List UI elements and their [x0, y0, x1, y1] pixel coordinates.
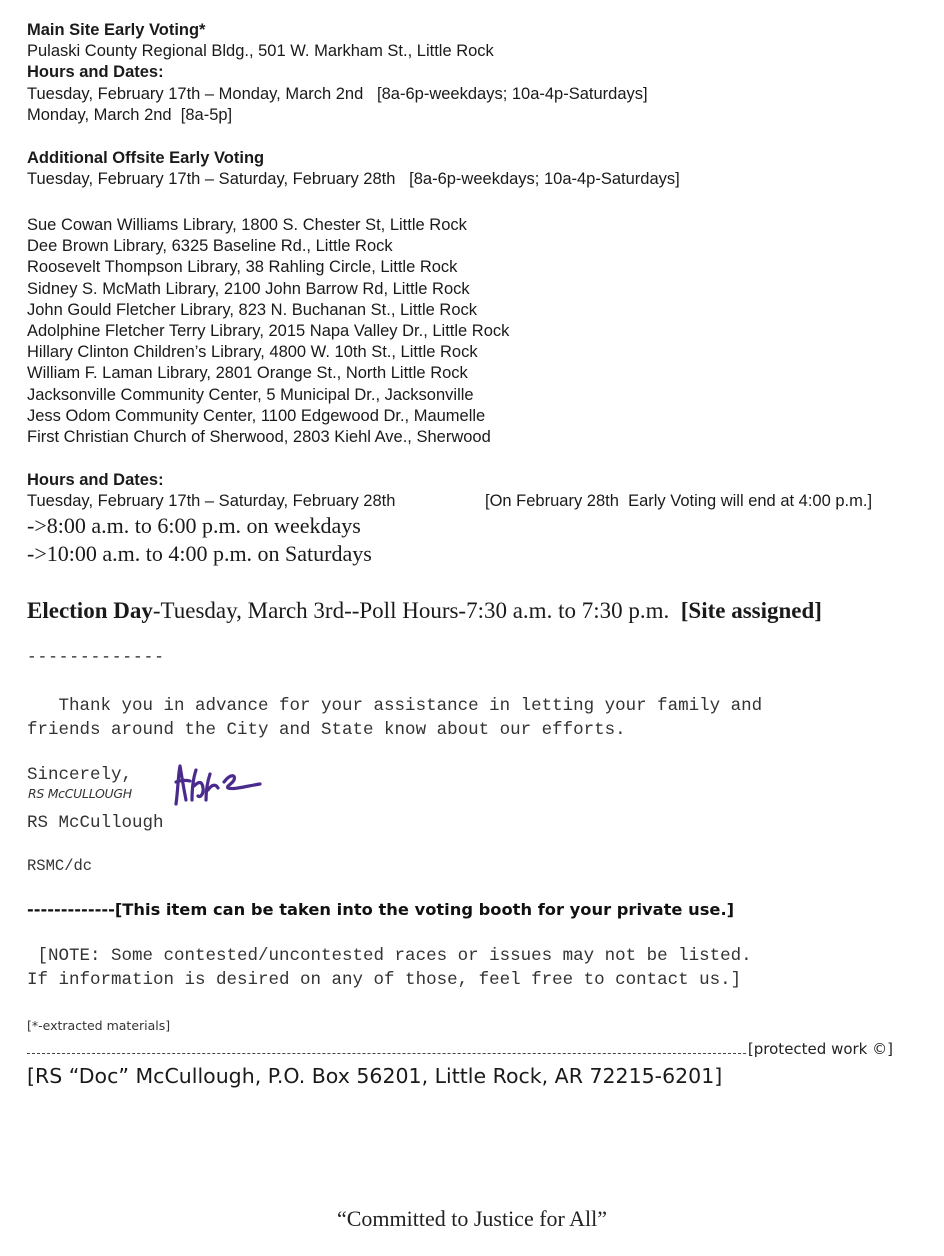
note-line2: If information is desired on any of those, feel free to contact us.]: [27, 970, 742, 990]
protected-work-label: [protected work ©]: [747, 1040, 893, 1058]
main-site-hours-heading: Hours and Dates:: [27, 63, 164, 82]
dashed-rule: [27, 1053, 746, 1054]
thanks-line1: Thank you in advance for your assistance in letting your family and: [27, 696, 763, 716]
offsite-hours-heading: Hours and Dates:: [27, 471, 164, 489]
list-item: Adolphine Fletcher Terry Library, 2015 Napa Valley Dr., Little Rock: [27, 322, 510, 341]
voting-booth-notice: -------------[This item can be taken into the voting booth for your private use.]: [27, 900, 735, 919]
election-day-site: [Site assigned]: [680, 598, 822, 623]
motto: “Committed to Justice for All”: [336, 1206, 608, 1231]
offsite-location-list: [27, 215, 509, 448]
list-item: Hillary Clinton Children’s Library, 4800 W. 10th St., Little Rock: [27, 343, 478, 362]
offsite-heading: Additional Offsite Early Voting: [27, 149, 265, 167]
main-site-dates-line2: Monday, March 2nd [8a-5p]: [27, 105, 233, 124]
protected-work-line: [27, 1040, 893, 1059]
saturday-hours: ->10:00 a.m. to 4:00 p.m. on Saturdays: [27, 541, 372, 567]
note-paragraph: [27, 944, 752, 992]
list-item: Roosevelt Thompson Library, 38 Rahling Circle, Little Rock: [27, 258, 458, 277]
list-item: Dee Brown Library, 6325 Baseline Rd., Little Rock: [27, 237, 393, 256]
list-item: Sue Cowan Williams Library, 1800 S. Chester St, Little Rock: [27, 216, 467, 234]
extracted-materials-note: [*-extracted materials]: [27, 1018, 171, 1033]
signature-scribble: [170, 760, 270, 812]
list-item: John Gould Fletcher Library, 823 N. Buchanan St., Little Rock: [27, 300, 478, 319]
list-item: First Christian Church of Sherwood, 2803 Kiehl Ave., Sherwood: [27, 428, 491, 447]
main-site-location: Pulaski County Regional Bldg., 501 W. Markham St., Little Rock: [27, 42, 494, 61]
thanks-paragraph: [27, 694, 762, 742]
election-day-details: -Tuesday, March 3rd--Poll Hours-7:30 a.m. to 7:30 p.m.: [152, 598, 681, 623]
mailing-address: [RS “Doc” McCullough, P.O. Box 56201, Little Rock, AR 72215-6201]: [27, 1064, 723, 1088]
weekday-hours: ->8:00 a.m. to 6:00 p.m. on weekdays: [27, 513, 361, 539]
main-site-section: [27, 20, 648, 126]
main-site-dates-line1: Tuesday, February 17th – Monday, March 2nd [8a-6p-weekdays; 10a-4p-Saturdays]: [27, 84, 648, 103]
thanks-line2: friends around the City and State know about our efforts.: [27, 720, 626, 740]
list-item: William F. Laman Library, 2801 Orange St., North Little Rock: [27, 364, 468, 383]
signer-name: RS McCullough: [27, 813, 164, 833]
offsite-hours-note: [On February 28th Early Voting will end at 4:00 p.m.]: [485, 492, 873, 511]
election-day-label: Election Day: [27, 598, 153, 623]
list-item: Jacksonville Community Center, 5 Municipal Dr., Jacksonville: [27, 385, 474, 404]
main-site-heading: Main Site Early Voting*: [27, 21, 206, 39]
list-item: Sidney S. McMath Library, 2100 John Barrow Rd, Little Rock: [27, 279, 470, 298]
note-line1: [NOTE: Some contested/uncontested races or issues may not be listed.: [27, 946, 752, 966]
offsite-hours-row: [27, 491, 927, 512]
signature-print: RS McCULLOUGH: [28, 786, 132, 801]
list-item: Jess Odom Community Center, 1100 Edgewood Dr., Maumelle: [27, 406, 486, 425]
offsite-dates: Tuesday, February 17th – Saturday, February 28th [8a-6p-weekdays; 10a-4p-Saturdays]: [27, 170, 680, 189]
offsite-hours-section: [27, 470, 927, 568]
initials: RSMC/dc: [27, 857, 93, 875]
election-day-line: [27, 596, 822, 626]
closing-sincerely: Sincerely,: [27, 765, 133, 785]
offsite-hours-dates: Tuesday, February 17th – Saturday, February 28th: [27, 492, 396, 511]
offsite-section: [27, 148, 680, 190]
separator: -------------: [27, 648, 165, 666]
